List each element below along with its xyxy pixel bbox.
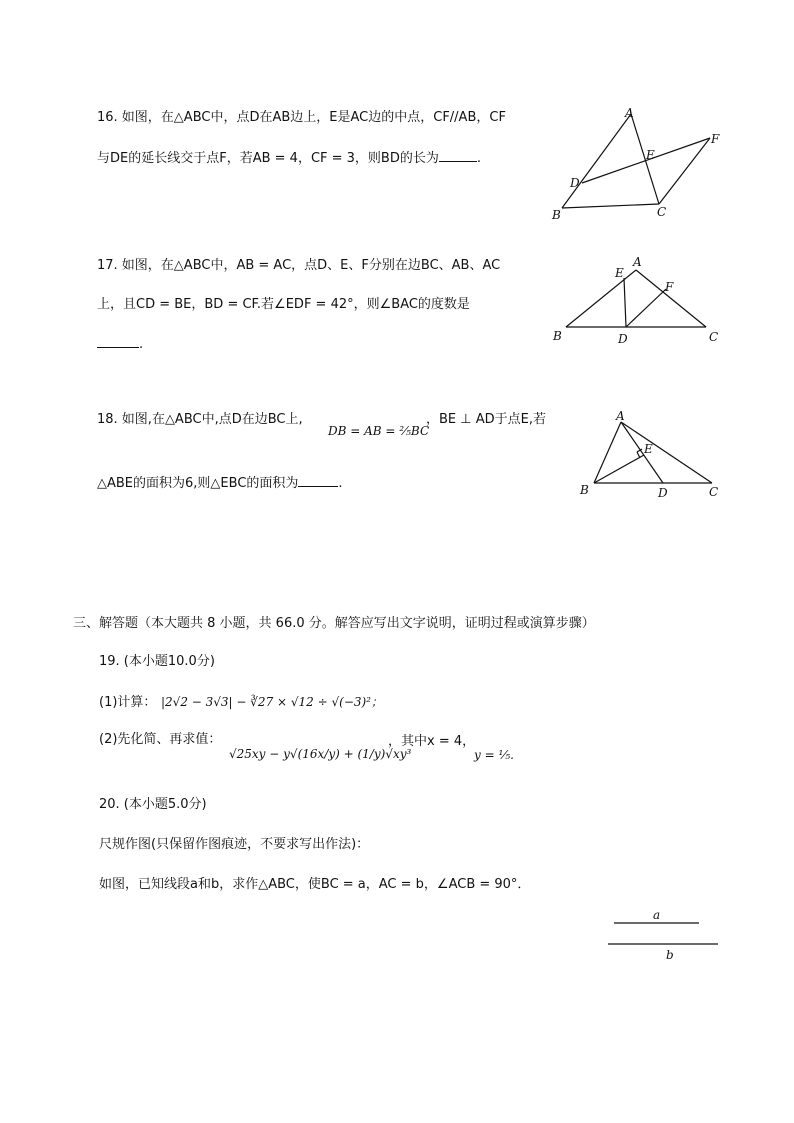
label-E: E (644, 442, 653, 456)
label-E: E (615, 266, 624, 280)
label-A: A (616, 409, 625, 423)
label-D: D (618, 332, 628, 346)
p19-part2-label: (2)先化简、再求值： (99, 732, 222, 747)
p16-line2 (97, 150, 481, 165)
p19-part1-expr: |2√2 − 3√3| − ∛27 × √12 ÷ √(−3)²； (161, 695, 383, 709)
p17-figure (548, 252, 724, 348)
p16-figure (548, 103, 724, 225)
p20-line2: 如图，已知线段a和b，求作△ABC，使BC = a，AC = b，∠ACB = 90°． (99, 877, 531, 892)
label-C: C (657, 205, 667, 219)
p17-line1: 17. 如图，在△ABC中，AB = AC，点D、E、F分别在边BC、AB、AC (97, 258, 501, 273)
section3-heading: 三、解答题（本大题共 8 小题，共 66.0 分。解答应写出文字说明，证明过程或演算步骤） (73, 616, 595, 631)
answer-blank (298, 475, 338, 487)
p18-period: . (338, 476, 343, 491)
p19-part1-label: (1)计算： (99, 695, 157, 710)
p20-header: 20. (本小题5.0分) (99, 797, 207, 812)
label-D: D (658, 486, 668, 500)
p19-part2-expr: √25xy − y√(16x/y) + (1/y)√xy³ (229, 747, 412, 761)
label-b: b (666, 948, 674, 962)
p18-figure (574, 408, 726, 504)
p19-part2-cond2: y = ⅕. (474, 748, 514, 762)
p18-line2-text: △ABE的面积为6,则△EBC的面积为 (97, 476, 299, 491)
label-B: B (580, 483, 589, 497)
p17-line2: 上，且CD = BE，BD = CF.若∠EDF = 42°，则∠BAC的度数是 (97, 297, 470, 312)
label-A: A (633, 255, 642, 269)
label-D: D (570, 176, 580, 190)
label-C: C (709, 330, 719, 344)
label-A: A (625, 106, 634, 120)
label-B: B (553, 329, 562, 343)
p16-line2-text: 与DE的延长线交于点F，若AB = 4，CF = 3，则BD的长为 (97, 151, 439, 166)
label-C: C (709, 485, 719, 499)
answer-blank (439, 150, 477, 162)
answer-blank (97, 336, 139, 348)
p16-period: . (476, 151, 481, 166)
p18-line2 (97, 475, 343, 490)
p18-line1a: 18. 如图,在△ABC中,点D在边BC上, (97, 412, 303, 427)
label-a: a (653, 908, 661, 922)
p18-line1b: DB = AB = ⅖BC (328, 424, 430, 438)
label-F: F (665, 280, 674, 294)
p20-segments-figure (600, 905, 724, 965)
p17-period: . (139, 337, 144, 352)
p16-line1: 16. 如图，在△ABC中，点D在AB边上，E是AC边的中点，CF//AB，CF (97, 110, 506, 125)
p20-line1: 尺规作图(只保留作图痕迹，不要求写出作法)： (99, 837, 370, 852)
label-E: E (646, 148, 655, 162)
p19-part2-cond1: ，其中x = 4， (388, 734, 476, 749)
p17-line3 (97, 336, 143, 351)
p18-line1c: ，BE ⊥ AD于点E,若 (426, 412, 546, 427)
label-F: F (711, 132, 720, 146)
label-B: B (552, 208, 561, 222)
p19-header: 19. (本小题10.0分) (99, 654, 215, 669)
